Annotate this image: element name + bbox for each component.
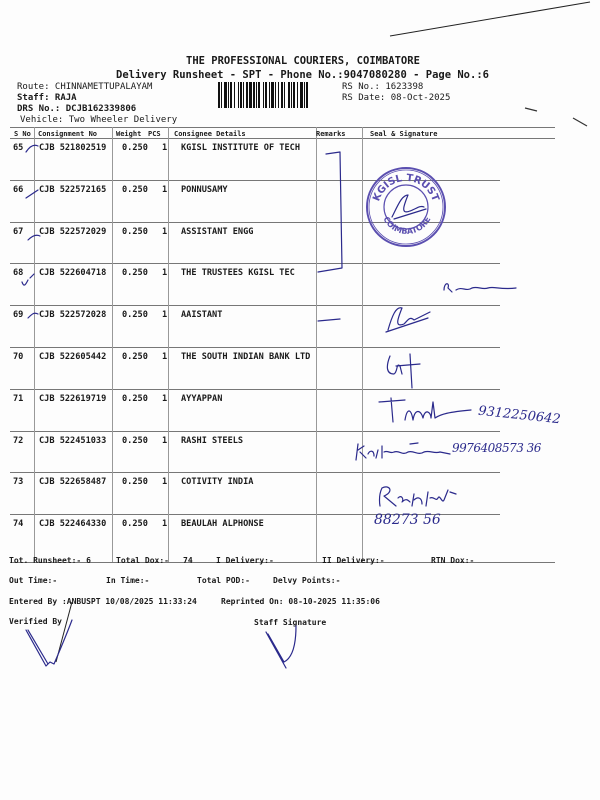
- pcs-cell: 1: [162, 268, 168, 279]
- consignment-cell: CJB 522658487: [39, 477, 107, 488]
- col-header-seal-signature: Seal & Signature: [370, 130, 438, 138]
- table-top-border: [10, 127, 555, 128]
- sno-cell: 67: [13, 226, 24, 237]
- weight-cell: 0.250: [122, 310, 148, 321]
- out-time: Out Time:-: [9, 576, 58, 585]
- barcode-bar: [218, 82, 220, 108]
- consignment-cell: CJB 522572028: [39, 310, 107, 321]
- barcode-bar: [238, 82, 239, 108]
- barcode-bar: [300, 82, 303, 108]
- barcode-bar: [291, 82, 292, 108]
- seal-text-bottom: COIMBATORE: [381, 215, 433, 237]
- entered-by: Entered By :ANBUSPT 10/08/2025 11:33:24: [9, 597, 197, 606]
- kgisl-trust-seal: [364, 165, 448, 249]
- sno-cell: 70: [13, 352, 24, 362]
- in-time: In Time:-: [106, 576, 150, 585]
- consignment-cell: CJB 522464330: [39, 519, 107, 530]
- barcode-bar: [271, 82, 274, 108]
- sno-cell: 69: [13, 310, 24, 321]
- consignment-cell: CJB 522604718: [39, 268, 107, 279]
- weight-cell: 0.250: [122, 268, 148, 279]
- weight-cell: 0.250: [122, 477, 148, 488]
- header-divider: [10, 138, 555, 139]
- consignee-cell: THE SOUTH INDIAN BANK LTD: [181, 352, 311, 362]
- tot-runsheet: Tot. Runsheet:- 6: [9, 556, 91, 565]
- consignment-cell: CJB 522572165: [39, 184, 107, 195]
- ii-delivery: II Delivery:-: [322, 556, 385, 565]
- consignment-cell: CJB 521802519: [39, 143, 107, 153]
- staff-signature-mark: [262, 622, 302, 672]
- col-header-weight: Weight: [116, 130, 142, 138]
- barcode-bar: [269, 82, 270, 108]
- svg-text:COIMBATORE: [381, 215, 432, 236]
- barcode-bar: [275, 82, 276, 108]
- weight-cell: 0.250: [122, 184, 148, 195]
- sno-cell: 74: [13, 519, 24, 530]
- row68-signature: [440, 280, 520, 296]
- barcode-bar: [265, 82, 267, 108]
- row-divider: [10, 263, 500, 264]
- row-divider: [10, 472, 500, 473]
- runsheet-subtitle: Delivery Runsheet - SPT - Phone No.:9047080280 - Page No.:6: [116, 69, 489, 81]
- barcode-bar: [228, 82, 229, 108]
- drs-no-label: DRS No.: DCJB162339806: [17, 104, 137, 114]
- sno-cell: 65: [13, 143, 24, 153]
- consignee-cell: AYYAPPAN: [181, 393, 223, 404]
- barcode-bar: [258, 82, 260, 108]
- sno-cell: 71: [13, 393, 24, 404]
- barcode-bar: [240, 82, 242, 108]
- weight-cell: 0.250: [122, 226, 148, 237]
- consignment-cell: CJB 522605442: [39, 352, 107, 362]
- pcs-cell: 1: [162, 310, 168, 321]
- pcs-cell: 1: [162, 226, 168, 237]
- barcode: [218, 82, 340, 108]
- row71-handwritten-number: 9312250642: [477, 403, 562, 428]
- row72-handwritten-name: [354, 440, 464, 462]
- row71-signature: [375, 394, 475, 424]
- sno-cell: 66: [13, 184, 24, 195]
- barcode-bar: [230, 82, 232, 108]
- staff-signature: Staff Signature: [254, 618, 327, 627]
- total-dox-label: Total Dox:-: [116, 556, 169, 565]
- col-header-remarks: Remarks: [316, 130, 346, 138]
- col-header-consignee: Consignee Details: [174, 130, 246, 138]
- consignee-cell: AAISTANT: [181, 310, 223, 321]
- staff-label: Staff: RAJA: [17, 93, 77, 103]
- barcode-bar: [288, 82, 290, 108]
- barcode-bar: [263, 82, 264, 108]
- consignee-cell: COTIVITY INDIA: [181, 477, 254, 488]
- weight-cell: 0.250: [122, 435, 148, 446]
- consignment-cell: CJB 522619719: [39, 393, 107, 404]
- pcs-cell: 1: [162, 477, 168, 488]
- vehicle-label: Vehicle: Two Wheeler Delivery: [20, 115, 178, 125]
- scan-mark: [525, 100, 595, 130]
- row69-signature: [384, 302, 434, 334]
- barcode-bar: [234, 82, 235, 108]
- scan-mark: [390, 0, 590, 40]
- row-divider: [10, 389, 500, 390]
- consignment-cell: CJB 522572029: [39, 226, 107, 237]
- column-divider: [168, 127, 169, 562]
- barcode-bar: [243, 82, 244, 108]
- column-divider: [362, 127, 363, 562]
- seal-text-top: KGISL TRUST: [371, 172, 441, 203]
- total-pod: Total POD:-: [197, 576, 250, 585]
- verified-by-signature: [20, 600, 80, 670]
- col-header-consignment: Consignment No: [38, 130, 98, 138]
- consignment-cell: CJB 522451033: [39, 435, 107, 446]
- weight-cell: 0.250: [122, 393, 148, 404]
- row-tick-marks: [18, 140, 48, 320]
- pcs-cell: 1: [162, 393, 168, 404]
- barcode-bar: [281, 82, 283, 108]
- consignee-cell: RASHI STEELS: [181, 435, 244, 446]
- sno-cell: 68: [13, 268, 24, 279]
- sno-cell: 73: [13, 477, 24, 488]
- barcode-bar: [297, 82, 298, 108]
- rs-no-label: RS No.: 1623398: [342, 82, 424, 92]
- pcs-cell: 1: [162, 519, 168, 530]
- pcs-cell: 1: [162, 352, 168, 362]
- column-divider: [112, 127, 113, 562]
- row74-handwritten-phone: 88273 56: [374, 512, 441, 528]
- pcs-cell: 1: [162, 184, 168, 195]
- consignee-cell: KGISL INSTITUTE OF TECH: [181, 143, 300, 153]
- barcode-bar: [293, 82, 295, 108]
- row72-handwritten-phone: 9976408573 36: [452, 441, 541, 455]
- total-dox-value: 74: [183, 556, 193, 565]
- col-header-pcs: PCS: [148, 130, 161, 138]
- pcs-cell: 1: [162, 435, 168, 446]
- consignee-cell: BEAULAH ALPHONSE: [181, 519, 264, 530]
- weight-cell: 0.250: [122, 352, 148, 362]
- barcode-bar: [306, 82, 308, 108]
- barcode-bar: [284, 82, 285, 108]
- barcode-bar: [246, 82, 248, 108]
- row74-signature: [376, 484, 466, 510]
- remarks-dash-mark: [316, 315, 346, 325]
- route-label: Route: CHINNAMETTUPALAYAM: [17, 82, 153, 92]
- barcode-bar: [278, 82, 279, 108]
- weight-cell: 0.250: [122, 519, 148, 530]
- consignee-cell: PONNUSAMY: [181, 184, 228, 195]
- barcode-bar: [249, 82, 252, 108]
- rs-date-label: RS Date: 08-Oct-2025: [342, 93, 451, 103]
- barcode-bar: [253, 82, 255, 108]
- barcode-bar: [304, 82, 305, 108]
- reprinted-on: Reprinted On: 08-10-2025 11:35:06: [221, 597, 380, 606]
- verified-by: Verified By: [9, 617, 62, 626]
- row-divider: [10, 347, 500, 348]
- sno-cell: 72: [13, 435, 24, 446]
- barcode-bar: [256, 82, 257, 108]
- i-delivery: I Delivery:-: [216, 556, 274, 565]
- consignee-cell: ASSISTANT ENGG: [181, 226, 254, 237]
- rtn-dox: RTN Dox:-: [431, 556, 475, 565]
- row-divider: [10, 431, 500, 432]
- col-header-sno: S No: [14, 130, 31, 138]
- barcode-bar: [224, 82, 227, 108]
- weight-cell: 0.250: [122, 143, 148, 153]
- consignee-cell: THE TRUSTEES KGISL TEC: [181, 268, 295, 279]
- row70-signature: [384, 352, 424, 392]
- company-title: THE PROFESSIONAL COURIERS, COIMBATORE: [186, 55, 420, 67]
- pcs-cell: 1: [162, 143, 168, 153]
- delvy-points: Delvy Points:-: [273, 576, 341, 585]
- remarks-bracket-mark: [316, 148, 346, 278]
- barcode-bar: [221, 82, 222, 108]
